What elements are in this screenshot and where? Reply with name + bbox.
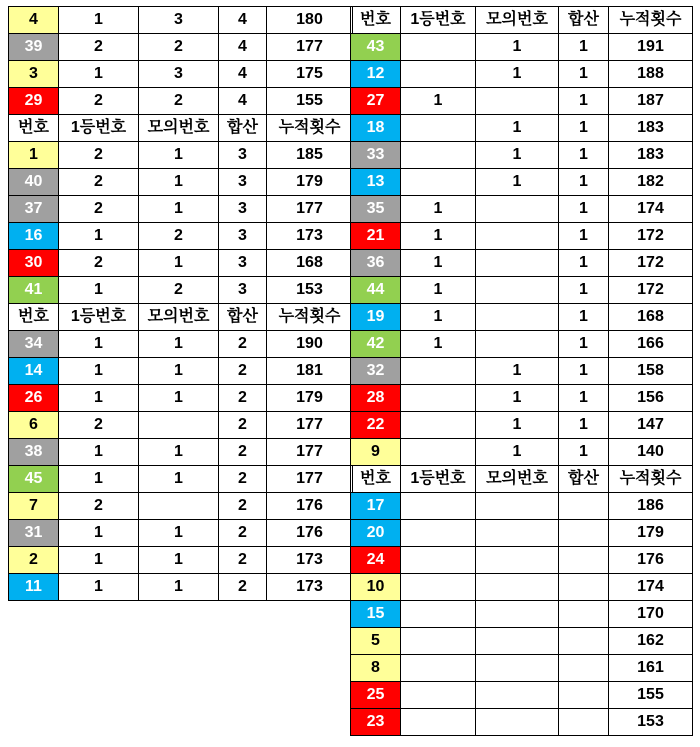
number-cell: 11: [9, 574, 59, 601]
sum-cell: [559, 574, 609, 601]
number-cell: 27: [351, 88, 401, 115]
number-cell: 14: [9, 358, 59, 385]
sum-cell: 2: [219, 385, 267, 412]
mock-count-cell: 1: [139, 385, 219, 412]
cumulative-count-cell: 153: [267, 277, 353, 304]
sum-cell: 3: [219, 250, 267, 277]
mock-count-cell: 1: [139, 142, 219, 169]
mock-count-cell: [476, 628, 559, 655]
first-prize-count-cell: [401, 709, 476, 736]
number-cell: 43: [351, 34, 401, 61]
table-row: [351, 250, 693, 277]
cumulative-count-cell: 181: [267, 358, 353, 385]
mock-count-cell: 1: [476, 34, 559, 61]
cumulative-count-cell: 190: [267, 331, 353, 358]
column-header: 1등번호: [59, 115, 139, 142]
table-row: [351, 331, 693, 358]
first-prize-count-cell: [401, 628, 476, 655]
table-row: [9, 277, 353, 304]
first-prize-count-cell: [401, 61, 476, 88]
sum-cell: 3: [219, 142, 267, 169]
number-cell: 41: [9, 277, 59, 304]
table-row: [351, 277, 693, 304]
mock-count-cell: [476, 682, 559, 709]
sum-cell: 2: [219, 466, 267, 493]
table-row: [351, 142, 693, 169]
mock-count-cell: 1: [139, 547, 219, 574]
mock-count-cell: [476, 277, 559, 304]
number-cell: 29: [9, 88, 59, 115]
number-cell: 10: [351, 574, 401, 601]
table-row: [9, 466, 353, 493]
mock-count-cell: 1: [139, 196, 219, 223]
number-cell: 21: [351, 223, 401, 250]
mock-count-cell: 2: [139, 223, 219, 250]
header-row: [9, 304, 353, 331]
number-cell: 26: [9, 385, 59, 412]
cumulative-count-cell: 158: [609, 358, 693, 385]
cumulative-count-cell: 175: [267, 61, 353, 88]
mock-count-cell: [476, 304, 559, 331]
number-cell: 38: [9, 439, 59, 466]
number-cell: 3: [9, 61, 59, 88]
first-prize-count-cell: 2: [59, 142, 139, 169]
number-cell: 37: [9, 196, 59, 223]
table-row: [351, 115, 693, 142]
sum-cell: 1: [559, 223, 609, 250]
table-row: [9, 7, 353, 34]
mock-count-cell: [476, 520, 559, 547]
cumulative-count-cell: 182: [609, 169, 693, 196]
number-cell: 34: [9, 331, 59, 358]
cumulative-count-cell: 161: [609, 655, 693, 682]
first-prize-count-cell: 1: [59, 358, 139, 385]
sum-cell: 2: [219, 331, 267, 358]
column-header: 1등번호: [59, 304, 139, 331]
table-row: [9, 547, 353, 574]
sum-cell: 4: [219, 34, 267, 61]
first-prize-count-cell: 1: [59, 466, 139, 493]
mock-count-cell: 1: [476, 439, 559, 466]
column-header: 합산: [219, 304, 267, 331]
mock-count-cell: [476, 88, 559, 115]
first-prize-count-cell: 1: [401, 304, 476, 331]
first-prize-count-cell: 1: [401, 331, 476, 358]
number-cell: 30: [9, 250, 59, 277]
first-prize-count-cell: [401, 547, 476, 574]
table-row: [9, 358, 353, 385]
header-row: [351, 466, 693, 493]
sum-cell: 1: [559, 385, 609, 412]
mock-count-cell: 1: [139, 466, 219, 493]
cumulative-count-cell: 147: [609, 412, 693, 439]
cumulative-count-cell: 179: [267, 385, 353, 412]
column-header: 합산: [559, 7, 609, 34]
number-cell: 9: [351, 439, 401, 466]
sum-cell: [559, 709, 609, 736]
number-cell: 4: [9, 7, 59, 34]
number-cell: 36: [351, 250, 401, 277]
first-prize-count-cell: [401, 682, 476, 709]
first-prize-count-cell: 2: [59, 88, 139, 115]
column-header: 누적횟수: [609, 7, 693, 34]
first-prize-count-cell: [401, 493, 476, 520]
mock-count-cell: 1: [139, 331, 219, 358]
mock-count-cell: [476, 601, 559, 628]
sum-cell: 1: [559, 412, 609, 439]
table-row: [351, 358, 693, 385]
table-row: [351, 655, 693, 682]
number-cell: 12: [351, 61, 401, 88]
sum-cell: 1: [559, 88, 609, 115]
cumulative-count-cell: 187: [609, 88, 693, 115]
number-cell: 39: [9, 34, 59, 61]
sum-cell: 2: [219, 520, 267, 547]
cumulative-count-cell: 177: [267, 439, 353, 466]
mock-count-cell: 1: [139, 169, 219, 196]
sum-cell: 1: [559, 304, 609, 331]
table-row: [9, 250, 353, 277]
mock-count-cell: [476, 196, 559, 223]
cumulative-count-cell: 153: [609, 709, 693, 736]
sum-cell: 2: [219, 358, 267, 385]
first-prize-count-cell: 1: [59, 277, 139, 304]
table-row: [9, 142, 353, 169]
sum-cell: [559, 655, 609, 682]
first-prize-count-cell: 1: [59, 7, 139, 34]
column-header: 모의번호: [139, 304, 219, 331]
cumulative-count-cell: 176: [609, 547, 693, 574]
cumulative-count-cell: 177: [267, 412, 353, 439]
column-header: 모의번호: [139, 115, 219, 142]
sum-cell: 2: [219, 439, 267, 466]
header-row: [9, 115, 353, 142]
table-row: [9, 574, 353, 601]
cumulative-count-cell: 166: [609, 331, 693, 358]
table-row: [9, 169, 353, 196]
cumulative-count-cell: 168: [609, 304, 693, 331]
mock-count-cell: 1: [476, 385, 559, 412]
number-cell: 31: [9, 520, 59, 547]
mock-count-cell: [476, 574, 559, 601]
sum-cell: 1: [559, 331, 609, 358]
column-header: 누적횟수: [267, 115, 353, 142]
first-prize-count-cell: [401, 601, 476, 628]
number-cell: 28: [351, 385, 401, 412]
cumulative-count-cell: 185: [267, 142, 353, 169]
column-header: 누적횟수: [609, 466, 693, 493]
table-row: [351, 628, 693, 655]
column-header: 번호: [9, 115, 59, 142]
number-cell: 23: [351, 709, 401, 736]
first-prize-count-cell: 1: [59, 385, 139, 412]
cumulative-count-cell: 172: [609, 277, 693, 304]
table-row: [351, 34, 693, 61]
cumulative-count-cell: 140: [609, 439, 693, 466]
first-prize-count-cell: [401, 115, 476, 142]
first-prize-count-cell: 1: [59, 331, 139, 358]
first-prize-count-cell: 1: [59, 547, 139, 574]
cumulative-count-cell: 173: [267, 223, 353, 250]
number-cell: 24: [351, 547, 401, 574]
number-cell: 17: [351, 493, 401, 520]
number-cell: 45: [9, 466, 59, 493]
sum-cell: 2: [219, 493, 267, 520]
cumulative-count-cell: 176: [267, 493, 353, 520]
table-row: [351, 88, 693, 115]
number-cell: 13: [351, 169, 401, 196]
cumulative-count-cell: 183: [609, 115, 693, 142]
sum-cell: 4: [219, 88, 267, 115]
cumulative-count-cell: 173: [267, 547, 353, 574]
cumulative-count-cell: 177: [267, 196, 353, 223]
column-header: 1등번호: [401, 466, 476, 493]
table-row: [351, 304, 693, 331]
mock-count-cell: 1: [476, 412, 559, 439]
table-row: [9, 385, 353, 412]
mock-count-cell: [476, 223, 559, 250]
cumulative-count-cell: 174: [609, 196, 693, 223]
sum-cell: 3: [219, 169, 267, 196]
first-prize-count-cell: [401, 655, 476, 682]
table-row: [9, 439, 353, 466]
cumulative-count-cell: 155: [267, 88, 353, 115]
table-row: [351, 385, 693, 412]
sum-cell: 1: [559, 169, 609, 196]
table-row: [9, 493, 353, 520]
cumulative-count-cell: 173: [267, 574, 353, 601]
first-prize-count-cell: [401, 358, 476, 385]
sum-cell: 3: [219, 277, 267, 304]
table-row: [9, 412, 353, 439]
sum-cell: 4: [219, 7, 267, 34]
table-row: [351, 61, 693, 88]
cumulative-count-cell: 176: [267, 520, 353, 547]
number-cell: 2: [9, 547, 59, 574]
table-row: [9, 331, 353, 358]
column-header: 번호: [351, 466, 401, 493]
number-cell: 7: [9, 493, 59, 520]
sum-cell: [559, 493, 609, 520]
number-cell: 33: [351, 142, 401, 169]
cumulative-count-cell: 179: [267, 169, 353, 196]
table-row: [351, 169, 693, 196]
table-row: [351, 412, 693, 439]
mock-count-cell: 2: [139, 34, 219, 61]
left-table-body: [9, 7, 353, 601]
first-prize-count-cell: 2: [59, 250, 139, 277]
mock-count-cell: [476, 493, 559, 520]
column-header: 합산: [219, 115, 267, 142]
mock-count-cell: [139, 412, 219, 439]
left-number-table: [8, 6, 353, 601]
first-prize-count-cell: 2: [59, 169, 139, 196]
table-row: [351, 682, 693, 709]
number-cell: 32: [351, 358, 401, 385]
sum-cell: 1: [559, 250, 609, 277]
cumulative-count-cell: 188: [609, 61, 693, 88]
mock-count-cell: 1: [476, 358, 559, 385]
sum-cell: [559, 628, 609, 655]
first-prize-count-cell: 2: [59, 493, 139, 520]
sum-cell: 1: [559, 358, 609, 385]
number-cell: 25: [351, 682, 401, 709]
mock-count-cell: 1: [139, 520, 219, 547]
cumulative-count-cell: 155: [609, 682, 693, 709]
cumulative-count-cell: 183: [609, 142, 693, 169]
header-row: [351, 7, 693, 34]
sum-cell: 1: [559, 61, 609, 88]
first-prize-count-cell: 1: [401, 88, 476, 115]
number-cell: 44: [351, 277, 401, 304]
column-header: 모의번호: [476, 7, 559, 34]
mock-count-cell: 1: [139, 439, 219, 466]
cumulative-count-cell: 179: [609, 520, 693, 547]
cumulative-count-cell: 172: [609, 223, 693, 250]
table-row: [351, 547, 693, 574]
mock-count-cell: 3: [139, 7, 219, 34]
cumulative-count-cell: 174: [609, 574, 693, 601]
number-cell: 15: [351, 601, 401, 628]
cumulative-count-cell: 162: [609, 628, 693, 655]
mock-count-cell: [476, 331, 559, 358]
number-cell: 18: [351, 115, 401, 142]
number-cell: 5: [351, 628, 401, 655]
first-prize-count-cell: 1: [59, 61, 139, 88]
table-row: [351, 196, 693, 223]
number-cell: 42: [351, 331, 401, 358]
column-header: 모의번호: [476, 466, 559, 493]
column-header: 합산: [559, 466, 609, 493]
cumulative-count-cell: 170: [609, 601, 693, 628]
sum-cell: 1: [559, 142, 609, 169]
table-row: [351, 439, 693, 466]
sum-cell: 2: [219, 574, 267, 601]
table-row: [351, 223, 693, 250]
cumulative-count-cell: 168: [267, 250, 353, 277]
table-row: [351, 493, 693, 520]
first-prize-count-cell: 2: [59, 412, 139, 439]
first-prize-count-cell: [401, 169, 476, 196]
first-prize-count-cell: [401, 520, 476, 547]
number-cell: 22: [351, 412, 401, 439]
table-row: [351, 520, 693, 547]
first-prize-count-cell: 2: [59, 34, 139, 61]
first-prize-count-cell: [401, 34, 476, 61]
cumulative-count-cell: 180: [267, 7, 353, 34]
first-prize-count-cell: 1: [401, 250, 476, 277]
right-table-body: [351, 7, 693, 736]
cumulative-count-cell: 177: [267, 466, 353, 493]
first-prize-count-cell: 1: [401, 196, 476, 223]
first-prize-count-cell: [401, 412, 476, 439]
table-row: [9, 223, 353, 250]
sum-cell: 4: [219, 61, 267, 88]
table-row: [9, 520, 353, 547]
sum-cell: [559, 682, 609, 709]
column-header: 번호: [9, 304, 59, 331]
mock-count-cell: [139, 493, 219, 520]
cumulative-count-cell: 186: [609, 493, 693, 520]
mock-count-cell: 1: [476, 169, 559, 196]
sum-cell: 1: [559, 115, 609, 142]
column-header: 1등번호: [401, 7, 476, 34]
mock-count-cell: 1: [139, 250, 219, 277]
cumulative-count-cell: 191: [609, 34, 693, 61]
table-row: [351, 574, 693, 601]
table-row: [9, 196, 353, 223]
cumulative-count-cell: 177: [267, 34, 353, 61]
table-row: [9, 88, 353, 115]
sum-cell: [559, 547, 609, 574]
mock-count-cell: [476, 250, 559, 277]
number-cell: 6: [9, 412, 59, 439]
table-row: [351, 709, 693, 736]
column-header: 누적횟수: [267, 304, 353, 331]
table-row: [9, 34, 353, 61]
mock-count-cell: 2: [139, 88, 219, 115]
table-row: [351, 601, 693, 628]
column-header: 번호: [351, 7, 401, 34]
sum-cell: 1: [559, 277, 609, 304]
sum-cell: [559, 601, 609, 628]
first-prize-count-cell: 1: [59, 439, 139, 466]
cumulative-count-cell: 156: [609, 385, 693, 412]
first-prize-count-cell: [401, 385, 476, 412]
first-prize-count-cell: 1: [59, 574, 139, 601]
mock-count-cell: [476, 655, 559, 682]
mock-count-cell: 1: [476, 142, 559, 169]
first-prize-count-cell: 1: [401, 277, 476, 304]
mock-count-cell: 1: [139, 574, 219, 601]
mock-count-cell: [476, 547, 559, 574]
first-prize-count-cell: 1: [59, 520, 139, 547]
number-cell: 1: [9, 142, 59, 169]
number-cell: 20: [351, 520, 401, 547]
number-cell: 8: [351, 655, 401, 682]
number-cell: 19: [351, 304, 401, 331]
sum-cell: 3: [219, 196, 267, 223]
sum-cell: 1: [559, 34, 609, 61]
mock-count-cell: 2: [139, 277, 219, 304]
sum-cell: 3: [219, 223, 267, 250]
right-number-table: [350, 6, 693, 736]
mock-count-cell: 3: [139, 61, 219, 88]
first-prize-count-cell: 2: [59, 196, 139, 223]
number-cell: 35: [351, 196, 401, 223]
first-prize-count-cell: [401, 439, 476, 466]
sum-cell: [559, 520, 609, 547]
cumulative-count-cell: 172: [609, 250, 693, 277]
sum-cell: 2: [219, 412, 267, 439]
mock-count-cell: 1: [476, 115, 559, 142]
number-cell: 40: [9, 169, 59, 196]
sum-cell: 1: [559, 439, 609, 466]
first-prize-count-cell: [401, 574, 476, 601]
mock-count-cell: 1: [476, 61, 559, 88]
mock-count-cell: [476, 709, 559, 736]
first-prize-count-cell: [401, 142, 476, 169]
mock-count-cell: 1: [139, 358, 219, 385]
sum-cell: 1: [559, 196, 609, 223]
table-row: [9, 61, 353, 88]
first-prize-count-cell: 1: [59, 223, 139, 250]
sum-cell: 2: [219, 547, 267, 574]
number-cell: 16: [9, 223, 59, 250]
first-prize-count-cell: 1: [401, 223, 476, 250]
